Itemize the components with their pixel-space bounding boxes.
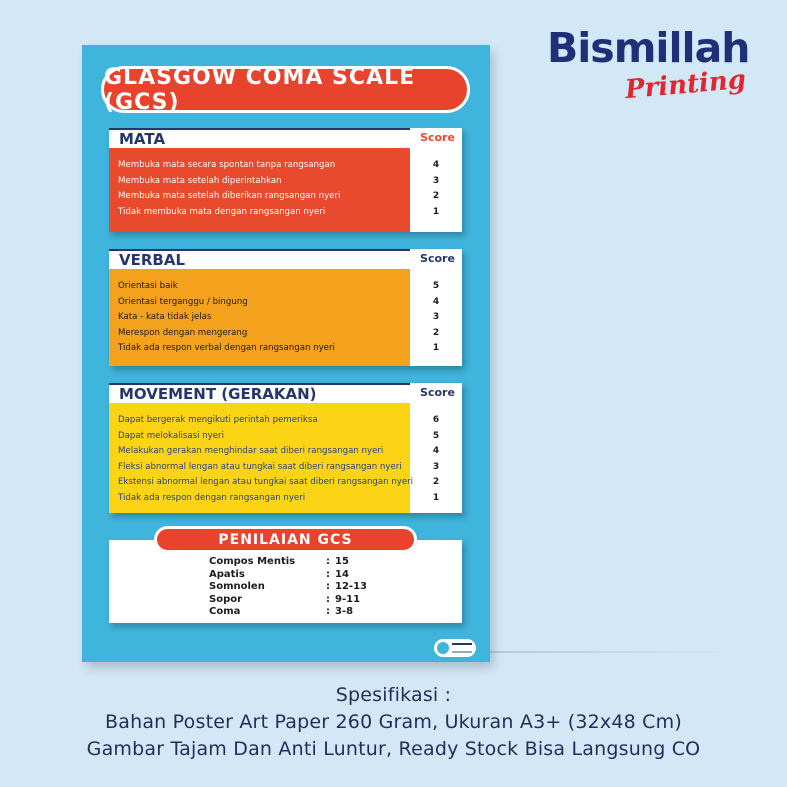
section-heading: [109, 383, 410, 403]
penilaian-title: PENILAIAN GCS: [218, 531, 353, 548]
specs-line-quality: Gambar Tajam Dan Anti Luntur, Ready Stock Bisa Langsung CO: [86, 738, 701, 760]
criteria-score: 1: [432, 206, 440, 217]
criteria-score: 1: [432, 492, 440, 503]
level-range: 9-11: [335, 593, 361, 605]
gcs-poster: [82, 45, 490, 662]
specs-line-material: Bahan Poster Art Paper 260 Gram, Ukuran A3+ (32x48 Cm): [105, 711, 682, 733]
printer-logo-badge: [434, 639, 476, 657]
criteria-text: Dapat bergerak mengikuti perintah pemeriksa: [118, 415, 318, 425]
criteria-text: Tidak ada respon verbal dengan rangsangan nyeri: [118, 343, 335, 353]
criteria-text: Membuka mata secara spontan tanpa rangsangan: [118, 160, 336, 170]
criteria-score: 4: [432, 296, 440, 307]
level-range: 14: [335, 568, 349, 580]
criteria-score: 3: [432, 312, 440, 322]
criteria-score: 2: [432, 191, 440, 201]
criteria-text: Melakukan gerakan menghindar saat diberi rangsangan nyeri: [118, 446, 384, 456]
level-name: Sopor: [209, 593, 243, 605]
score-header: Score: [420, 131, 455, 144]
criteria-text: Kata - kata tidak jelas: [118, 312, 212, 322]
penilaian-banner: [154, 526, 417, 553]
criteria-score: 3: [432, 175, 440, 186]
section-verbal: [109, 249, 462, 366]
criteria-score: 2: [432, 327, 440, 338]
section-title: VERBAL: [119, 251, 186, 269]
criteria-text: Dapat melokalisasi nyeri: [118, 430, 224, 441]
brand-name: Bismillah: [547, 24, 750, 72]
criteria-text: Fleksi abnormal lengan atau tungkai saat diberi rangsangan nyeri: [118, 461, 402, 472]
specifications: [0, 682, 787, 763]
level-range: 12-13: [335, 581, 367, 592]
criteria-score: 4: [432, 160, 440, 170]
section-heading: [109, 128, 410, 148]
brand-logo: [547, 24, 762, 113]
criteria-text: Merespon dengan mengerang: [118, 327, 248, 338]
specs-heading: Spesifikasi :: [335, 684, 452, 706]
level-colon: :: [326, 606, 330, 617]
section-title: MATA: [119, 130, 166, 148]
criteria-text: Orientasi baik: [118, 281, 178, 291]
section-mata: [109, 128, 462, 232]
poster-title: GLASGOW COMA SCALE (GCS): [104, 64, 416, 115]
level-range: 15: [335, 556, 349, 567]
shadow-line: [490, 651, 740, 653]
criteria-score: 1: [432, 343, 440, 353]
poster-title-banner: [101, 66, 470, 113]
level-colon: :: [326, 581, 330, 592]
criteria-score: 2: [432, 477, 440, 487]
criteria-text: Orientasi terganggu / bingung: [118, 296, 248, 307]
section-movement: [109, 383, 462, 513]
section-title: MOVEMENT (GERAKAN): [119, 385, 317, 403]
criteria-score: 5: [432, 430, 440, 441]
score-header: Score: [420, 386, 455, 399]
level-colon: :: [326, 556, 330, 567]
criteria-text: Tidak ada respon dengan rangsangan nyeri: [118, 492, 306, 503]
section-heading: [109, 249, 410, 269]
criteria-text: Membuka mata setelah diberikan rangsangan nyeri: [118, 191, 341, 201]
criteria-score: 4: [432, 446, 440, 456]
logo-wordmark: [452, 643, 472, 653]
logo-icon: [437, 642, 449, 654]
criteria-score: 5: [432, 281, 440, 291]
criteria-text: Membuka mata setelah diperintahkan: [118, 175, 282, 186]
level-name: Somnolen: [209, 581, 265, 592]
criteria-score: 6: [432, 415, 440, 425]
criteria-text: Ekstensi abnormal lengan atau tungkai saat diberi rangsangan nyeri: [118, 477, 414, 487]
level-name: Compos Mentis: [209, 556, 296, 567]
criteria-score: 3: [432, 461, 440, 472]
level-colon: :: [326, 568, 330, 580]
level-range: 3-8: [335, 606, 354, 617]
level-name: Coma: [209, 606, 241, 617]
criteria-text: Tidak membuka mata dengan rangsangan nyeri: [118, 206, 326, 217]
score-header: Score: [420, 252, 455, 265]
brand-subtitle: Printing: [623, 64, 748, 106]
level-name: Apatis: [209, 568, 245, 580]
level-colon: :: [326, 593, 330, 605]
